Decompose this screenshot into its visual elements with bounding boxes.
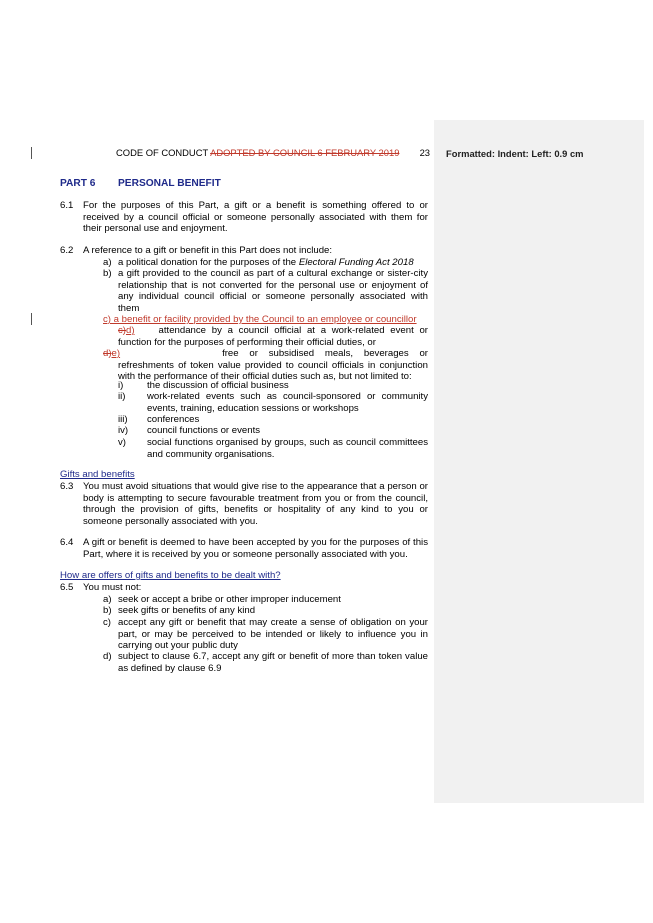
clause-number: 6.3 <box>60 481 74 492</box>
clause-text: A reference to a gift or benefit in this Part does not include: <box>83 245 333 256</box>
part-number: PART 6 <box>60 178 96 189</box>
roman-label: v) <box>118 437 126 448</box>
list-label: a) <box>103 257 112 268</box>
clause-number: 6.1 <box>60 200 74 211</box>
roman-text: work-related events such as council-sponsored or community events, training, education sessions or workshops <box>147 391 428 414</box>
list-item-6-2-c-inserted <box>103 314 428 326</box>
clause-6-3 <box>60 481 428 527</box>
list-text: refreshments of token value provided to council officials in conjunction with the performance of their official duties such as, but not limited to: <box>118 359 428 383</box>
roman-list-item <box>118 391 428 414</box>
clause-6-4 <box>60 537 428 560</box>
comment-formatting-note[interactable]: Formatted: Indent: Left: 0.9 cm <box>446 148 584 159</box>
list-item-6-5 <box>103 594 428 606</box>
list-text: subject to clause 6.7, accept any gift or benefit of more than token value as defined by clause 6.9 <box>118 651 428 674</box>
clause-6-1 <box>60 200 428 235</box>
deleted-label: c) <box>118 325 126 336</box>
roman-list-item <box>118 437 428 460</box>
clause-number: 6.2 <box>60 245 74 256</box>
page-header <box>116 147 430 158</box>
clause-6-5 <box>60 582 428 594</box>
change-bar-list <box>31 313 32 325</box>
roman-text: social functions organised by groups, such as council committees and community organisations. <box>147 437 428 460</box>
inserted-text: c) a benefit or facility provided by the Council to an employee or councillor <box>103 314 417 325</box>
subheading-gifts: Gifts and benefits <box>60 469 135 480</box>
list-label: d) <box>103 651 112 662</box>
roman-text: council functions or events <box>147 425 261 436</box>
list-label: c) <box>103 617 111 628</box>
list-text: attendance by a council official at a work-related event or function for the purposes of performing their official duties, or <box>118 325 428 348</box>
list-text: seek gifts or benefits of any kind <box>118 605 256 616</box>
roman-list-item <box>118 414 428 426</box>
list-item-6-5 <box>103 651 428 674</box>
clause-text: For the purposes of this Part, a gift or a benefit is something offered to or received by a council official or someone personally associated with them for their personal use and enjoyment. <box>83 200 428 235</box>
list-text: free or subsidised meals, beverages or <box>222 348 428 359</box>
list-item-6-2-d <box>103 325 428 348</box>
part-heading <box>60 178 221 189</box>
clause-text: A gift or benefit is deemed to have been accepted by you for the purposes of this Part, where it is received by you or someone personally associated with you. <box>83 537 428 560</box>
deleted-label: d) <box>103 348 112 359</box>
roman-label: i) <box>118 380 124 391</box>
list-item-6-5 <box>103 605 428 617</box>
list-text: seek or accept a bribe or other improper inducement <box>118 594 341 605</box>
list-text: a gift provided to the council as part of a cultural exchange or sister-city relationship that is not converted for the personal use or enjoyment of any individual council official or someone personally associated with them <box>118 268 428 314</box>
list-item-6-2-a <box>103 257 428 269</box>
list-label: b) <box>103 268 112 279</box>
header-title: CODE OF CONDUCT <box>116 147 211 158</box>
list-item-6-5 <box>103 617 428 652</box>
list-label: a) <box>103 594 112 605</box>
clause-number: 6.5 <box>60 582 74 593</box>
clause-text: You must not: <box>83 582 142 593</box>
roman-list-item <box>118 380 428 392</box>
list-item-6-2-e <box>103 348 428 383</box>
inserted-label: e) <box>111 348 121 359</box>
change-bar-header <box>31 147 32 159</box>
roman-text: the discussion of official business <box>147 380 289 391</box>
roman-text: conferences <box>147 414 200 425</box>
roman-label: iii) <box>118 414 128 425</box>
roman-list-item <box>118 425 428 437</box>
roman-label: iv) <box>118 425 129 436</box>
page-number: 23 <box>419 147 430 158</box>
clause-number: 6.4 <box>60 537 74 548</box>
header-deleted-text: ADOPTED BY COUNCIL 6 FEBRUARY 2019 <box>210 147 400 158</box>
list-label: b) <box>103 605 112 616</box>
clause-text: You must avoid situations that would give rise to the appearance that a person or body is attempting to secure favourable treatment from you or from the council, through the provision of gifts, benefits or hospitality of any kind to you or someone personally associated with you. <box>83 481 428 527</box>
roman-label: ii) <box>118 391 126 402</box>
clause-6-2 <box>60 245 428 257</box>
inserted-label: d) <box>126 325 135 336</box>
list-text: a political donation for the purposes of the <box>118 257 299 268</box>
comment-pane <box>434 120 644 803</box>
list-text: accept any gift or benefit that may create a sense of obligation on your part, or may be perceived to be intended or likely to influence you in carrying out your public duty <box>118 617 428 652</box>
part-title: PERSONAL BENEFIT <box>118 178 221 189</box>
subheading-offers: How are offers of gifts and benefits to be dealt with? <box>60 570 281 581</box>
list-item-6-2-b <box>103 268 428 314</box>
act-title: Electoral Funding Act 2018 <box>298 257 414 268</box>
